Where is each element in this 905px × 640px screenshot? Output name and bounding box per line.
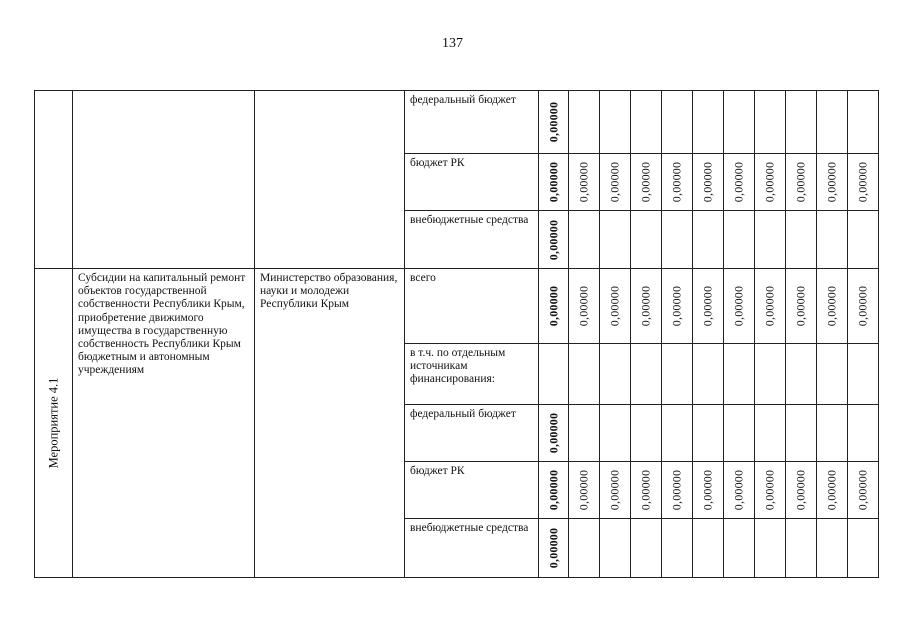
sources-label: в т.ч. по отдельным источникам финансирования: [410, 347, 506, 386]
event-name: Субсидии на капитальный ремонт объектов государственной собственности Республики Крым, приобретение движимого имущества в государственную собственность Республики Крым бюджетным и автономным учреждениям [78, 272, 246, 377]
value-cell: 0,00000 [793, 469, 808, 511]
value-cell: 0,00000 [762, 469, 777, 511]
value-cell: 0,00000 [607, 161, 622, 203]
value-cell: 0,00000 [669, 285, 684, 327]
value-cell: 0,00000 [731, 469, 746, 511]
rk-budget-label: бюджет РК [410, 157, 465, 169]
value-cell: 0,00000 [855, 161, 870, 203]
extra-budget-label: внебюджетные средства [410, 214, 529, 226]
value-cell: 0,00000 [638, 469, 653, 511]
value-cell: 0,00000 [824, 161, 839, 203]
value-cell: 0,00000 [546, 285, 560, 327]
value-cell: 0,00000 [638, 161, 653, 203]
value-cell: 0,00000 [731, 285, 746, 327]
value-cell: 0,00000 [700, 469, 715, 511]
value-cell: 0,00000 [855, 469, 870, 511]
event-executor: Министерство образования, науки и молодежи Республики Крым [260, 272, 398, 311]
value-cell: 0,00000 [607, 285, 622, 327]
extra-budget-label: внебюджетные средства [410, 522, 529, 534]
value-cell: 0,00000 [546, 101, 560, 143]
total-label: всего [410, 272, 436, 284]
value-cell: 0,00000 [546, 161, 560, 203]
value-cell: 0,00000 [669, 161, 684, 203]
prev-executor-cell [255, 91, 405, 269]
federal-budget-label: федеральный бюджет [410, 408, 516, 420]
value-cell: 0,00000 [793, 285, 808, 327]
value-cell: 0,00000 [700, 285, 715, 327]
value-cell: 0,00000 [824, 469, 839, 511]
value-cell: 0,00000 [700, 161, 715, 203]
value-cell: 0,00000 [638, 285, 653, 327]
value-cell: 0,00000 [607, 469, 622, 511]
prev-code-cell [35, 91, 73, 269]
value-cell: 0,00000 [576, 285, 591, 327]
value-cell: 0,00000 [762, 285, 777, 327]
rk-budget-label: бюджет РК [410, 465, 465, 477]
value-cell: 0,00000 [546, 527, 560, 569]
budget-table [34, 90, 879, 578]
page-number: 137 [442, 36, 463, 51]
value-cell: 0,00000 [855, 285, 870, 327]
value-cell: 0,00000 [546, 412, 560, 454]
federal-budget-label: федеральный бюджет [410, 94, 516, 106]
value-cell: 0,00000 [762, 161, 777, 203]
value-cell: 0,00000 [731, 161, 746, 203]
event-code-cell [35, 269, 73, 578]
value-cell: 0,00000 [576, 469, 591, 511]
value-cell: 0,00000 [546, 219, 560, 260]
value-cell: 0,00000 [793, 161, 808, 203]
table-row [35, 269, 879, 344]
prev-name-cell [73, 91, 255, 269]
value-cell: 0,00000 [669, 469, 684, 511]
value-cell: 0,00000 [824, 285, 839, 327]
event-code: Мероприятие 4.1 [46, 377, 60, 469]
value-cell: 0,00000 [576, 161, 591, 203]
value-cell: 0,00000 [546, 469, 560, 511]
table-row [35, 91, 879, 154]
